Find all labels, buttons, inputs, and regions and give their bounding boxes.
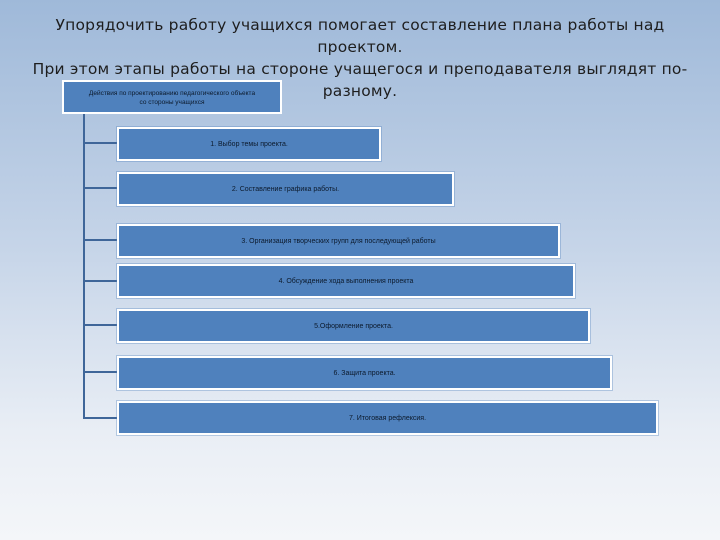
root-node-label-line-1: Действия по проектированию педагогического объекта [88,90,256,97]
step-node-4 [117,264,575,298]
connector-branch-1 [83,142,119,144]
step-node-4-label: 4. Обсуждение хода выполнения проекта [278,277,414,285]
connector-branch-7 [83,417,119,419]
step-node-3-label: 3. Организация творческих групп для последующей работы [241,237,436,245]
step-node-1-label: 1. Выбор темы проекта. [210,140,288,148]
step-node-2-label: 2. Составление графика работы. [231,185,340,193]
root-node [62,80,282,114]
step-node-5-label: 5.Оформление проекта. [314,322,393,330]
connector-branch-5 [83,324,119,326]
connector-branch-2 [83,187,119,189]
connector-branch-3 [83,239,119,241]
step-node-2 [117,172,454,206]
step-node-3 [117,224,560,258]
connector-branch-4 [83,280,119,282]
connector-branch-6 [83,371,119,373]
step-node-7 [117,401,658,435]
step-node-1 [117,127,381,161]
title-line-2: При этом этапы работы на стороне учащегося и преподавателя выглядят по- [32,60,688,78]
title-line-3: разному. [322,82,398,100]
title-line-1: Упорядочить работу учащихся помогает составление плана работы над проектом. [55,16,665,56]
step-node-6 [117,356,612,390]
root-node-label-line-2: со стороны учащихся [139,99,205,106]
step-node-5 [117,309,590,343]
step-node-6-label: 6. Защита проекта. [333,369,396,377]
step-node-7-label: 7. Итоговая рефлексия. [348,414,427,422]
